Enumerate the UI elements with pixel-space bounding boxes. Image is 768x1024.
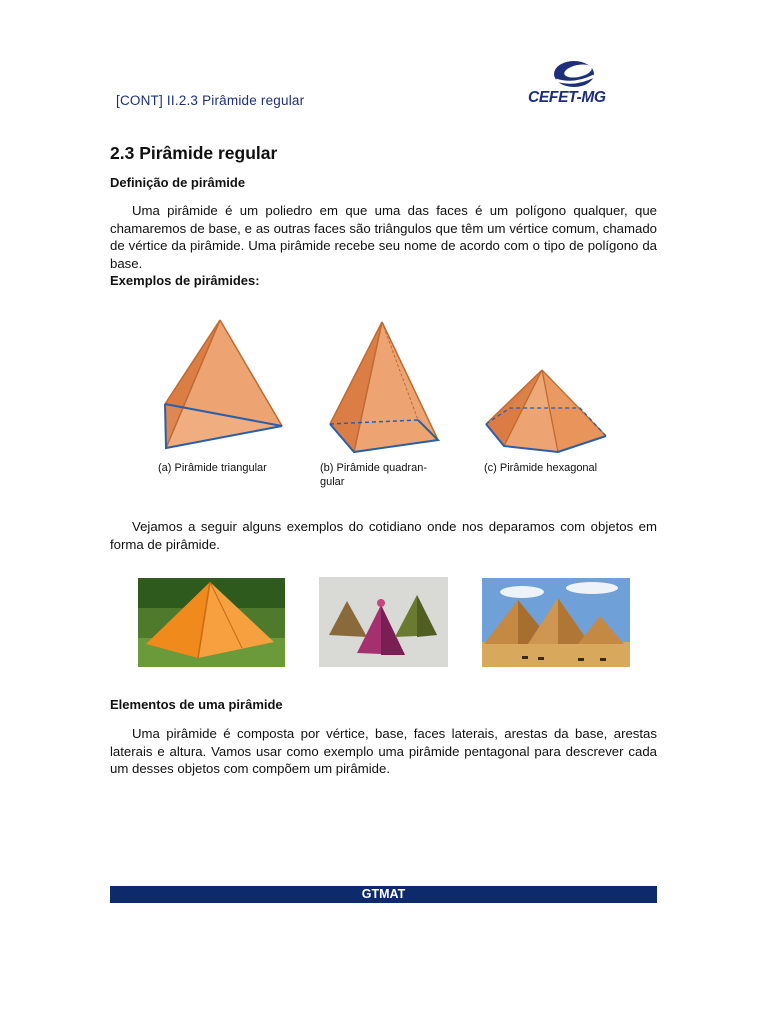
running-header-title: [CONT] II.2.3 Pirâmide regular	[116, 93, 305, 108]
gift-boxes-illustration	[319, 577, 448, 667]
egypt-pyramids-illustration	[482, 578, 630, 667]
pyramid-gift-boxes-photo	[319, 577, 448, 667]
footer-bar: GTMAT	[110, 886, 657, 903]
logo-text: CEFET-MG	[528, 89, 606, 106]
examples-heading: Exemplos de pirâmides:	[110, 273, 260, 288]
definition-paragraph: Uma pirâmide é um poliedro em que uma das faces é um polígono qualquer, que chamaremos de base, e as outras faces são triângulos que têm um vértice comum, chamado de vértice da pirâmide. Uma pirâmide recebe seu nome de acordo com o tipo de polígono da base.	[110, 203, 657, 271]
section-title: 2.3 Pirâmide regular	[110, 143, 278, 163]
tent-illustration	[138, 578, 285, 667]
caption-hexagonal: (c) Pirâmide hexagonal	[484, 462, 598, 474]
figure-triangular-pyramid	[160, 318, 288, 459]
figure-square-pyramid	[326, 318, 442, 461]
elements-paragraph: Uma pirâmide é composta por vértice, base, faces laterais, arestas da base, arestas laterais e altura. Vamos usar como exemplo uma pirâmide pentagonal para descrever cada um desses objetos com compõem um pirâmide.	[110, 726, 657, 776]
square-pyramid-icon	[326, 318, 442, 456]
definition-heading: Definição de pirâmide	[110, 175, 246, 190]
elements-heading: Elementos de uma pirâmide	[110, 697, 283, 712]
hexagonal-pyramid-icon	[480, 368, 610, 456]
triangular-pyramid-icon	[160, 318, 288, 454]
everyday-paragraph: Vejamos a seguir alguns exemplos do cotidiano onde nos deparamos com objetos em forma de pirâmide.	[110, 519, 657, 552]
caption-triangular: (a) Pirâmide triangular	[158, 462, 267, 474]
cefet-mg-logo	[526, 56, 616, 112]
figure-hexagonal-pyramid	[480, 368, 610, 461]
pyramid-tent-photo	[138, 578, 285, 667]
caption-square-text: (b) Pirâmide quadran-gular	[320, 462, 427, 488]
egypt-pyramids-photo	[482, 578, 630, 667]
caption-square	[320, 461, 448, 489]
